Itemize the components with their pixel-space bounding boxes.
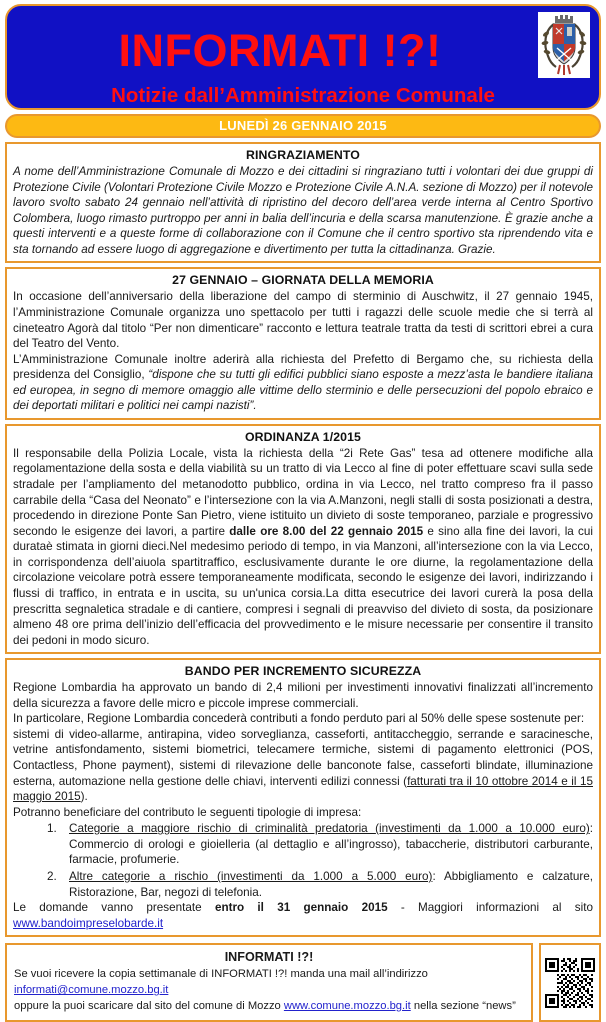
ordinanza-part-2: e sino alla fine dei lavori, la cui durataè stimata in giorni dieci.Nel medesimo periodo di tempo, in via Manzoni, all’intersezione con la via Lecco, in corrispondenza dell’aiuola spartitraffico, esclusivamente durante le ore diurne, la regolamentazione della circolazione veicolare potrà essere temporaneamente modificata, secondo le esigenze dei lavori, indirizzando i flussi di traffico, in entrata e in uscita, su un'unica corsia.La ditta esecutrice dei lavori curerà la posa della prescritta segnaletica stradale e di cantiere, compresi i segnali di preavviso del divieto di sosta, da posizionare almeno 48 ore prima dell’inizio dell’efficacia del provvedimento e le misure necessarie per consentire il transito dei pedoni in modo sicuro. <box>13 524 593 647</box>
footer-website-link[interactable]: www.comune.mozzo.bg.it <box>283 1000 411 1012</box>
footer-line-2 <box>14 999 524 1015</box>
category-detail: : Abbigliamento e calzature, Ristorazione, Bar, negozi di telefonia. <box>69 869 593 899</box>
paragraph-quote: “dispone che su tutti gli edifici pubblici siano esposte a mezz’asta le bandiere italiana ed europea, in segno di memore omaggio alle vittime dello sterminio e delle persecuzioni del popolo ebraico e dei deportati militari e politici nei campi nazisti”. <box>13 368 593 413</box>
section-bando-sicurezza <box>5 658 601 937</box>
closing-deadline: entro il 31 gennaio 2015 <box>214 901 388 915</box>
closing-mid: - Maggiori informazioni al sito <box>387 901 593 915</box>
bando-category-list <box>13 821 593 900</box>
section-title: 27 GENNAIO – GIORNATA DELLA MEMORIA <box>172 273 434 288</box>
category-investment: (investimenti da 1.000 a 5.000 euro) <box>217 869 433 883</box>
bando-invoice-period: fatturati tra il 10 ottobre 2014 e il 15 maggio 2015 <box>13 774 593 804</box>
section-ordinanza <box>5 424 601 654</box>
footer-email-link[interactable]: informati@comune.mozzo.bg.it <box>14 984 169 997</box>
footer <box>5 943 601 1022</box>
section-paragraph-1: In occasione dell’anniversario della liberazione del campo di sterminio di Auschwitz, il 27 gennaio 1945, l’Amministrazione Comunale organizza uno spettacolo per tutti i ragazzi delle scuole medie che si terrà al cineteatro Agorà dal titolo “Per non dimenticare” racconto e lettura teatrale tratta da testi di scrittori ebrei a cura del Teatro del Vento. <box>13 290 593 351</box>
qr-code-box <box>539 943 601 1022</box>
page-subtitle: Notizie dall’Amministrazione Comunale <box>111 84 495 107</box>
category-detail: : Commercio di orologi e gioielleria (al dettaglio e all’ingrosso), tabaccherie, distributori carburante, farmacie, profumerie. <box>69 822 594 867</box>
masthead-banner <box>5 4 601 110</box>
section-title: RINGRAZIAMENTO <box>246 148 360 162</box>
date-banner: LUNEDÌ 26 GENNAIO 2015 <box>5 114 601 138</box>
section-title: BANDO PER INCREMENTO SICUREZZA <box>184 664 422 679</box>
section-title: ORDINANZA 1/2015 <box>245 429 361 444</box>
bando-paragraph-3 <box>13 727 593 805</box>
section-ringraziamento <box>5 142 601 263</box>
category-name: Categorie a maggiore rischio di criminalità predatoria <box>69 822 376 836</box>
list-item <box>47 821 593 868</box>
coat-of-arms-icon <box>538 12 590 78</box>
section-paragraph: A nome dell’Amministrazione Comunale di Mozzo e dei cittadini si ringraziano tutti i volontari dei due gruppi di Protezione Civile (Volontari Protezione Civile Mozzo e Protezione Civile A.N.A. sezione di Mozzo) per il notevole lavoro svolto sabato 24 gennaio nell’attività di ripristino del decoro dell’area verde interna al Centro Sportivo Colombera, luogo rimasto purtroppo per anni in balia dell’incuria e della scarsa manutenzione. È grazie anche a questi interventi e a queste forme di collaborazione con il Comune che il centro sportivo sta riprendendo vita e sta tornando ad essere luogo di aggregazione e divertimento per tutta la cittadinanza. Grazie. <box>13 165 593 256</box>
list-item-number: 2. <box>47 869 57 883</box>
qr-code-icon <box>545 958 595 1008</box>
section-paragraph-2 <box>13 352 593 414</box>
ordinanza-highlight-date: dalle ore 8.00 del 22 gennaio 2015 <box>229 524 424 538</box>
bando-expenses-tail: ). <box>80 790 88 804</box>
ordinanza-part-1: Il responsabile della Polizia Locale, vista la richiesta della “2i Rete Gas” tesa ad ottenere modifiche alla regolamentazione della sosta e della viabilità su un tratto di via Lecco al fine di poter effettuare scavi sulla sede stradale per l’ampliamento del metanodotto pubblico, ordina in via Lecco, nel tratto compreso fra il passo carrabile della “Casa del Neonato” e l’intersezione con la via A.Manzoni, negli stalli di sosta posizionati a destra, procedendo in direzione Ponte San Pietro, viene istituito un divieto di soste temporaneo, parziale e progressivo secondo le esigenze dei lavori, a partire <box>13 446 593 538</box>
footer-line-1-lead: Se vuoi ricevere la copia settimanale di INFORMATI !?! manda una mail all’indirizzo <box>14 968 428 981</box>
list-item-number: 1. <box>47 822 57 836</box>
closing-lead: Le domande vanno presentate <box>13 901 215 915</box>
category-name: Altre categorie a rischio <box>69 869 218 883</box>
bando-closing-line <box>13 900 593 931</box>
section-giornata-memoria <box>5 267 601 420</box>
list-item-text <box>69 869 593 900</box>
bando-paragraph-1: Regione Lombardia ha approvato un bando di 2,4 milioni per investimenti innovativi finalizzati all’incremento della sicurezza a favore delle micro e piccole imprese commerciali. <box>13 681 593 710</box>
bando-website-link[interactable]: www.bandoimpreselobarde.it <box>13 916 164 930</box>
bando-paragraph-2: In particolare, Regione Lombardia concederà contributi a fondo perduto pari al 50% delle spese sostenute per: <box>13 712 585 726</box>
category-investment: (investimenti da 1.000 a 10.000 euro) <box>375 822 590 836</box>
footer-subscribe-box <box>5 943 533 1022</box>
footer-title: INFORMATI !?! <box>224 950 314 965</box>
footer-line-2-tail: nella sezione “news” <box>410 1000 516 1012</box>
bando-expenses-lead: sistemi di video-allarme, antirapina, video sorveglianza, casseforti, antitaccheggio, serrande e saracinesche, vetrine antisfondamento, sistemi biometrici, telecamere termiche, sistemi di pagamento elettronici (POS, Contactless, Phone payment), sistemi di rilevazione delle banconote false, casseforti blindate, illuminazione esterna, automazione nella gestione delle chiavi, interventi edilizi connessi ( <box>13 727 593 788</box>
list-item <box>47 869 593 900</box>
page-title: INFORMATI !?! <box>118 25 442 76</box>
footer-line-1 <box>14 967 524 999</box>
list-item-text <box>69 821 593 868</box>
paragraph-lead: L’Amministrazione Comunale inoltre aderirà alla richiesta del Prefetto di Bergamo che, su richiesta della presidenza del Consiglio, <box>13 352 593 382</box>
bando-paragraph-4: Potranno beneficiare del contributo le seguenti tipologie di impresa: <box>13 805 362 819</box>
footer-line-2-lead: oppure la puoi scaricare dal sito del comune di Mozzo <box>14 1000 284 1012</box>
section-paragraph <box>13 446 593 648</box>
